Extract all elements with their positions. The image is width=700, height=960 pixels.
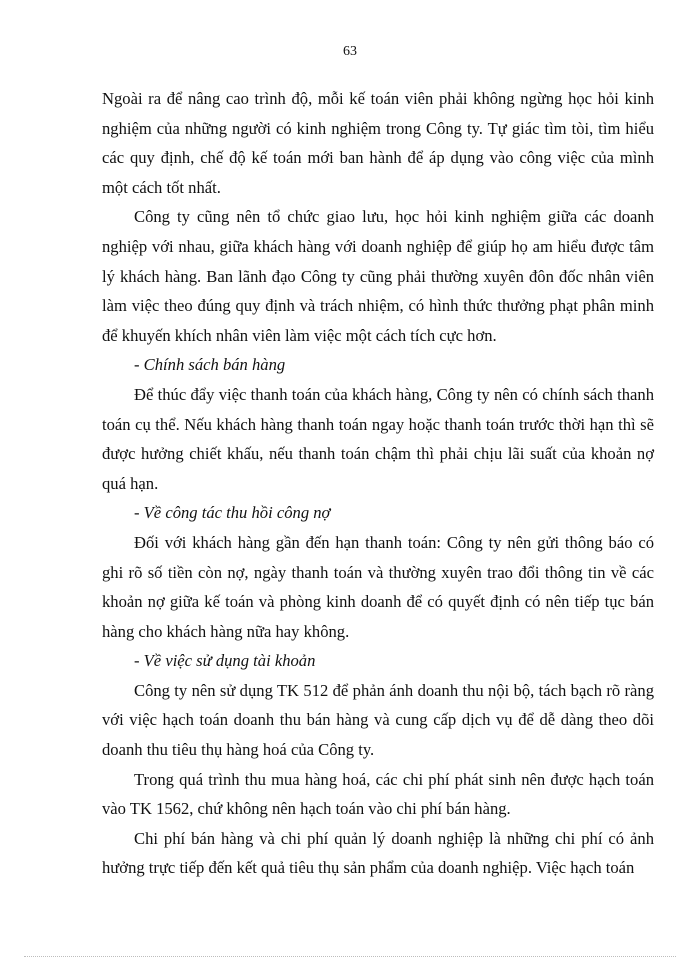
- paragraph-training: Ngoài ra để nâng cao trình độ, mỗi kế toán viên phải không ngừng học hỏi kinh nghiệm của những người có kinh nghiệm trong Công ty. Tự giác tìm tòi, tìm hiểu các quy định, chế độ kế toán mới ban hành để áp dụng vào công việc của mình một cách tốt nhất.: [102, 89, 654, 197]
- page-number: 63: [343, 44, 357, 59]
- heading-debt-collection: - Về công tác thu hồi công nợ: [134, 503, 331, 523]
- heading-account-usage: - Về việc sử dụng tài khoản: [134, 651, 316, 671]
- paragraph-sales-policy: Để thúc đẩy việc thanh toán của khách hàng, Công ty nên có chính sách thanh toán cụ thể. Nếu khách hàng thanh toán ngay hoặc thanh toán trước thời hạn thì sẽ được hưởng chiết khấu, nếu thanh toán chậm thì phải chịu lãi suất của khoản nợ quá hạn.: [102, 384, 654, 493]
- page-bottom-divider: [24, 956, 676, 957]
- heading-sales-policy: - Chính sách bán hàng: [134, 355, 286, 375]
- paragraph-exchange: Công ty cũng nên tổ chức giao lưu, học hỏi kinh nghiệm giữa các doanh nghiệp với nhau, giữa khách hàng với doanh nghiệp để giúp họ am hiểu được tâm lý khách hàng. Ban lãnh đạo Công ty cũng phải thường xuyên đôn đốc nhân viên làm việc theo đúng quy định và trách nhiệm, có hình thức thưởng phạt phân minh để khuyến khích nhân viên làm việc một cách tích cực hơn.: [102, 207, 654, 345]
- paragraph-tk-1562: Trong quá trình thu mua hàng hoá, các chi phí phát sinh nên được hạch toán vào TK 1562, chứ không nên hạch toán vào chi phí bán hàng.: [102, 769, 654, 819]
- body-text: [102, 84, 654, 883]
- paragraph-costs: Chi phí bán hàng và chi phí quản lý doanh nghiệp là những chi phí có ảnh hưởng trực tiếp đến kết quả tiêu thụ sản phẩm của doanh nghiệp. Việc hạch toán: [102, 828, 654, 878]
- paragraph-tk-512: Công ty nên sử dụng TK 512 để phản ánh doanh thu nội bộ, tách bạch rõ ràng với việc hạch toán doanh thu bán hàng và cung cấp dịch vụ để dễ dàng theo dõi doanh thu tiêu thụ hàng hoá của Công ty.: [102, 680, 654, 760]
- paragraph-debt-collection: Đối với khách hàng gần đến hạn thanh toán: Công ty nên gửi thông báo có ghi rõ số tiền còn nợ, ngày thanh toán và thường xuyên trao đổi thông tin về các khoản nợ giữa kế toán và phòng kinh doanh để có quyết định có nên tiếp tục bán hàng cho khách hàng nữa hay không.: [102, 532, 654, 641]
